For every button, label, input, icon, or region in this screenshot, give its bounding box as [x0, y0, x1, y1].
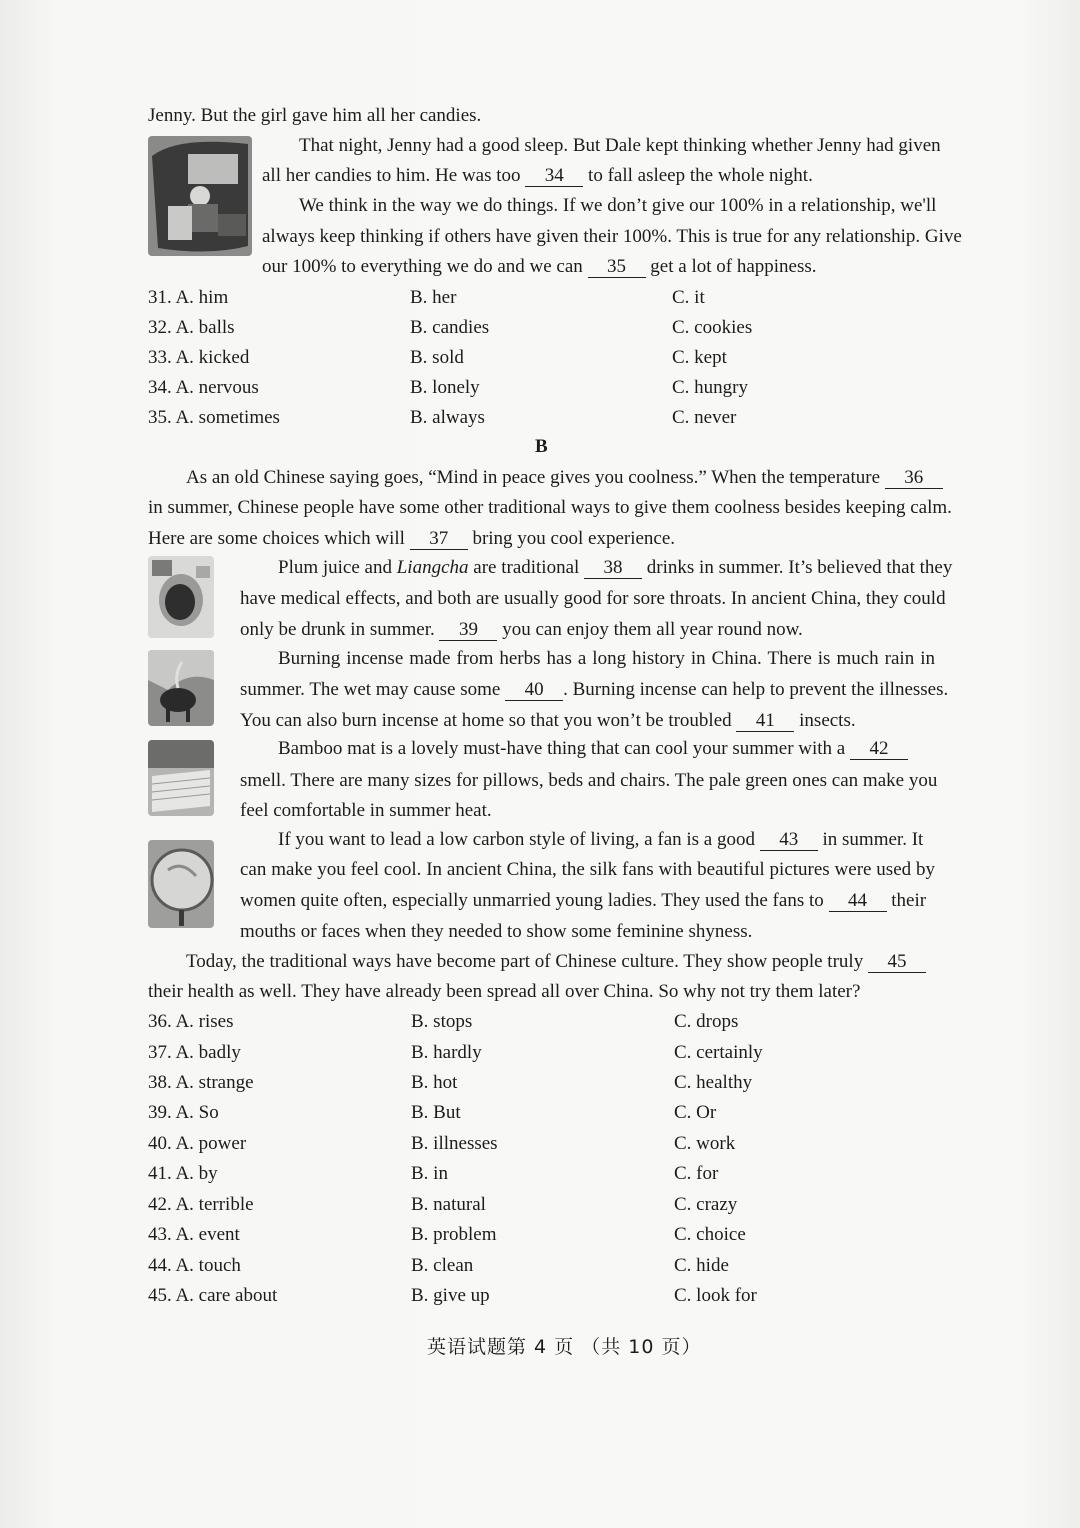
- option-a: 41. A. by: [148, 1163, 218, 1184]
- option-b: B. hardly: [411, 1042, 482, 1063]
- text-fragment: drinks in summer. It’s believed that they: [646, 557, 953, 578]
- option-b: B. clean: [411, 1255, 474, 1276]
- option-c: C. look for: [674, 1285, 757, 1306]
- option-b: B. But: [411, 1102, 461, 1123]
- text-line: We think in the way we do things. If we don’t give our 100% in a relationship, we'll: [299, 195, 937, 216]
- option-b: B. sold: [410, 347, 464, 368]
- option-b: B. problem: [411, 1224, 497, 1245]
- text-line: [186, 466, 943, 490]
- option-b: B. hot: [411, 1072, 458, 1093]
- text-line: [262, 164, 813, 188]
- option-b: B. always: [410, 407, 485, 428]
- text-fragment: summer. The wet may cause some: [240, 679, 501, 700]
- option-c: C. certainly: [674, 1042, 763, 1063]
- option-b: B. give up: [411, 1285, 490, 1306]
- blank-35: 35: [588, 257, 646, 278]
- option-a: 43. A. event: [148, 1224, 240, 1245]
- text-fragment: only be drunk in summer.: [240, 619, 435, 640]
- text-fragment: you can enjoy them all year round now.: [502, 619, 803, 640]
- text-line: [278, 737, 908, 761]
- text-line: [240, 618, 803, 642]
- option-a: 45. A. care about: [148, 1285, 278, 1306]
- text-line: [262, 255, 817, 279]
- boy-illustration: [148, 136, 252, 256]
- text-line: Burning incense made from herbs has a long history in China. There is much rain in: [278, 648, 935, 669]
- text-fragment: Bamboo mat is a lovely must-have thing that can cool your summer with a: [278, 738, 846, 759]
- bamboo-mat-illustration: [148, 740, 214, 816]
- text-fragment: . Burning incense can help to prevent the illnesses.: [563, 679, 949, 700]
- text-line: [186, 950, 926, 974]
- text-fragment: get a lot of happiness.: [650, 256, 817, 277]
- blank-37: 37: [410, 529, 468, 550]
- text-fragment: women quite often, especially unmarried young ladies. They used the fans to: [240, 890, 824, 911]
- text-fragment: Plum juice and: [278, 557, 392, 578]
- option-a: 34. A. nervous: [148, 377, 259, 398]
- text-line: mouths or faces when they needed to show some feminine shyness.: [240, 921, 753, 942]
- option-a: 42. A. terrible: [148, 1194, 254, 1215]
- text-fragment: Today, the traditional ways have become part of Chinese culture. They show people truly: [186, 951, 864, 972]
- text-line: feel comfortable in summer heat.: [240, 800, 492, 821]
- option-a: 33. A. kicked: [148, 347, 250, 368]
- text-line: Jenny. But the girl gave him all her candies.: [148, 105, 482, 126]
- blank-40: 40: [505, 680, 563, 701]
- text-line: smell. There are many sizes for pillows, beds and chairs. The pale green ones can make you: [240, 770, 938, 791]
- section-heading: B: [535, 436, 548, 457]
- text-fragment: their: [891, 890, 927, 911]
- page-footer: 英语试题第 4 页 （共 10 页）: [427, 1336, 702, 1358]
- text-line: [278, 828, 923, 852]
- text-line: [240, 678, 948, 702]
- text-fragment: bring you cool experience.: [472, 528, 676, 549]
- text-fragment-italic: Liangcha: [396, 557, 469, 578]
- drink-cup-illustration: [148, 556, 214, 638]
- option-c: C. crazy: [674, 1194, 738, 1215]
- option-b: B. in: [411, 1163, 448, 1184]
- option-a: 38. A. strange: [148, 1072, 254, 1093]
- option-c: C. kept: [672, 347, 727, 368]
- option-a: 37. A. badly: [148, 1042, 241, 1063]
- text-fragment: are traditional: [473, 557, 580, 578]
- option-b: B. stops: [411, 1011, 473, 1032]
- option-c: C. cookies: [672, 317, 753, 338]
- option-c: C. Or: [674, 1102, 717, 1123]
- text-line: always keep thinking if others have given their 100%. This is true for any relationship. Give: [262, 226, 962, 247]
- blank-44: 44: [829, 891, 887, 912]
- blank-45: 45: [868, 952, 926, 973]
- option-c: C. it: [672, 287, 705, 308]
- text-fragment: in summer. It: [822, 829, 924, 850]
- text-line: [148, 527, 675, 551]
- option-c: C. work: [674, 1133, 736, 1154]
- option-c: C. drops: [674, 1011, 739, 1032]
- text-fragment: to fall asleep the whole night.: [588, 165, 813, 186]
- option-a: 36. A. rises: [148, 1011, 234, 1032]
- text-fragment: Here are some choices which will: [148, 528, 405, 549]
- option-a: 32. A. balls: [148, 317, 235, 338]
- text-fragment: You can also burn incense at home so that you won’t be troubled: [240, 710, 732, 731]
- text-fragment: If you want to lead a low carbon style of living, a fan is a good: [278, 829, 755, 850]
- text-line: can make you feel cool. In ancient China, the silk fans with beautiful pictures were used by: [240, 859, 935, 880]
- option-c: C. for: [674, 1163, 719, 1184]
- option-a: 44. A. touch: [148, 1255, 241, 1276]
- option-a: 40. A. power: [148, 1133, 247, 1154]
- blank-41: 41: [736, 711, 794, 732]
- option-a: 31. A. him: [148, 287, 229, 308]
- text-line: in summer, Chinese people have some other traditional ways to give them coolness besides keeping calm.: [148, 497, 952, 518]
- text-line: their health as well. They have already been spread all over China. So why not try them later?: [148, 981, 861, 1002]
- text-fragment: insects.: [799, 710, 856, 731]
- option-a: 39. A. So: [148, 1102, 219, 1123]
- option-c: C. hungry: [672, 377, 748, 398]
- option-b: B. candies: [410, 317, 490, 338]
- text-line: [278, 556, 952, 580]
- option-c: C. hide: [674, 1255, 729, 1276]
- option-b: B. lonely: [410, 377, 480, 398]
- blank-39: 39: [439, 620, 497, 641]
- text-fragment: all her candies to him. He was too: [262, 165, 521, 186]
- blank-42: 42: [850, 739, 908, 760]
- option-c: C. choice: [674, 1224, 746, 1245]
- text-line: have medical effects, and both are usually good for sore throats. In ancient China, they could: [240, 588, 946, 609]
- blank-43: 43: [760, 830, 818, 851]
- blank-36: 36: [885, 468, 943, 489]
- incense-burner-illustration: [148, 650, 214, 726]
- text-fragment: our 100% to everything we do and we can: [262, 256, 583, 277]
- option-c: C. healthy: [674, 1072, 753, 1093]
- text-line: [240, 889, 926, 913]
- text-line: That night, Jenny had a good sleep. But Dale kept thinking whether Jenny had given: [299, 135, 941, 156]
- blank-34: 34: [525, 166, 583, 187]
- option-c: C. never: [672, 407, 737, 428]
- text-line: [240, 709, 856, 733]
- option-a: 35. A. sometimes: [148, 407, 280, 428]
- option-b: B. illnesses: [411, 1133, 498, 1154]
- option-b: B. her: [410, 287, 457, 308]
- option-b: B. natural: [411, 1194, 486, 1215]
- blank-38: 38: [584, 558, 642, 579]
- silk-fan-illustration: [148, 840, 214, 928]
- text-fragment: As an old Chinese saying goes, “Mind in peace gives you coolness.” When the temperature: [186, 467, 881, 488]
